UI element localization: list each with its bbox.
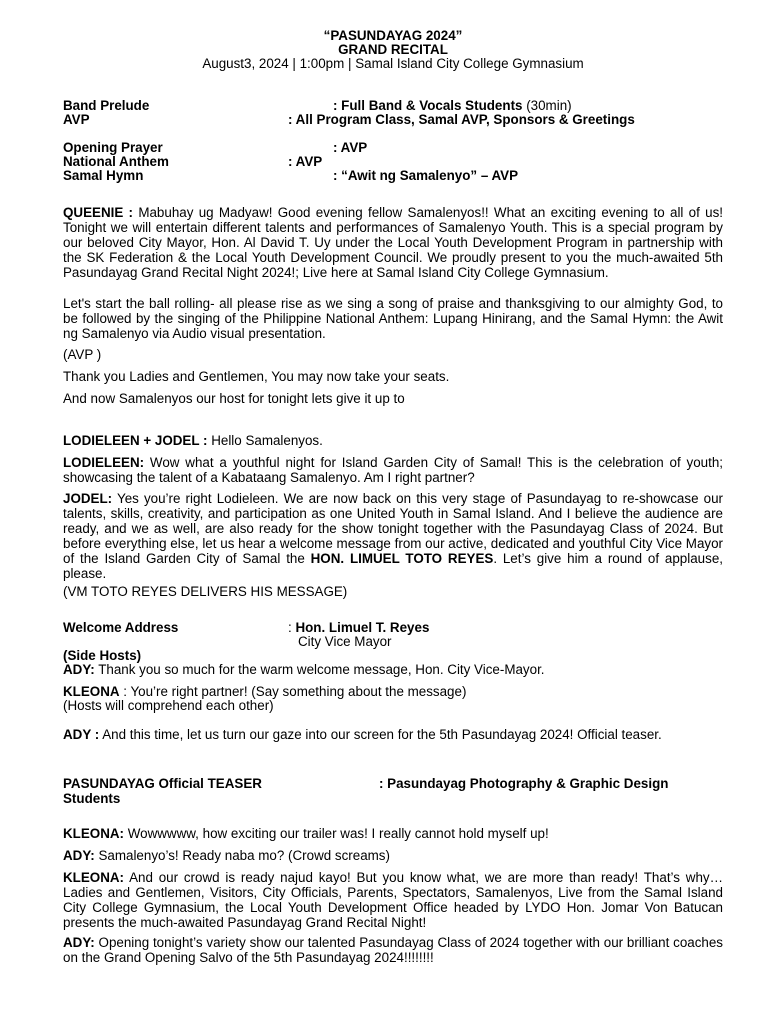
- document-subtitle: GRAND RECITAL: [338, 42, 448, 57]
- ady-thanks-line: ADY: Thank you so much for the warm welcome message, Hon. City Vice-Mayor.: [63, 662, 545, 677]
- avp-note: (AVP ): [63, 347, 102, 362]
- queenie-paragraph: QUEENIE : Mabuhay ug Madyaw! Good evening fellow Samalenyos!! What an exciting evening to all of us! Tonight we will entertain different talents and performances of Samalenyo Youth. This is a special program by our beloved City Mayor, Hon. Al David T. Uy under the Local Youth Development Program in partnership with the SK Federation & the Local Youth Development Council. We proudly present to you the much-awaited 5th Pasundayag Grand Recital Night 2024!; Live here at Samal Island City College Gymnasium.: [63, 205, 724, 280]
- ady-opening-paragraph: ADY: Opening tonight’s variety show our talented Pasundayag Class of 2024 together with our brilliant coaches on the Grand Opening Salvo of the 5th Pasundayag 2024!!!!!!!!: [63, 935, 723, 965]
- event-details: August3, 2024 | 1:00pm | Samal Island City College Gymnasium: [202, 56, 584, 71]
- kleona-trailer-line: KLEONA: Wowwwww, how exciting our trailer was! I really cannot hold myself up!: [63, 826, 549, 841]
- samal-hymn-label: Samal Hymn: [63, 168, 144, 183]
- ady-ready-line: ADY: Samalenyo’s! Ready naba mo? (Crowd screams): [63, 848, 390, 863]
- and-now-line: And now Samalenyos our host for tonight lets give it up to: [63, 391, 405, 406]
- samal-hymn-value: : “Awit ng Samalenyo” – AVP: [333, 168, 519, 183]
- welcome-address-value: : Hon. Limuel T. Reyes: [288, 620, 430, 635]
- jodel-paragraph: JODEL: Yes you’re right Lodieleen. We are now back on this very stage of Pasundayag to re-showcase our talents, skills, creativity, and participation as one United Youth in Samal Island. And I believe the audience are ready, and we as well, are also ready for the show tonight together with the Pasundayag Class of 2024. But before everything else, let us hear a welcome message from our active, dedicated and youthful City Vice Mayor of the Island Garden City of Samal the HON. LIMUEL TOTO REYES. Let’s give him a round of applause, please.: [63, 491, 723, 581]
- lodieleen-paragraph: LODIELEEN: Wow what a youthful night for Island Garden City of Samal! This is the celebration of youth; showcasing the talent of a Kabataang Samalenyo. Am I right partner?: [63, 455, 723, 485]
- welcome-address-label: Welcome Address: [63, 620, 179, 635]
- band-prelude-value: : Full Band & Vocals Students (30min): [333, 98, 572, 113]
- vm-note: (VM TOTO REYES DELIVERS HIS MESSAGE): [63, 584, 348, 599]
- kleona-partner-note: (Hosts will comprehend each other): [63, 698, 274, 713]
- document-title: “PASUNDAYAG 2024”: [323, 28, 463, 43]
- lodieleen-jodel-line: LODIELEEN + JODEL : Hello Samalenyos.: [63, 433, 323, 448]
- national-anthem-label: National Anthem: [63, 154, 169, 169]
- teaser-value: : Pasundayag Photography & Graphic Design: [379, 776, 669, 791]
- kleona-crowd-paragraph: KLEONA: And our crowd is ready najud kayo! But you know what, we are more than ready! That’s why… Ladies and Gentlemen, Visitors, City Officials, Parents, Spectators, Samalenyos, Live from the Samal Island City College Gymnasium, the Local Youth Development Office headed by LYDO Hon. Jomar Von Batucan presents the much-awaited Pasundayag Grand Recital Night!: [63, 870, 723, 930]
- avp-label: AVP: [63, 112, 90, 127]
- ady-teaser-paragraph: ADY : And this time, let us turn our gaze into our screen for the 5th Pasundayag 2024! Official teaser.: [63, 727, 662, 742]
- avp-value: : All Program Class, Samal AVP, Sponsors & Greetings: [288, 112, 635, 127]
- kleona-partner-line: KLEONA : You’re right partner! (Say something about the message): [63, 684, 467, 699]
- opening-prayer-value: : AVP: [333, 140, 368, 155]
- thank-you-line: Thank you Ladies and Gentlemen, You may now take your seats.: [63, 369, 450, 384]
- lets-start-paragraph: Let's start the ball rolling- all please rise as we sing a song of praise and thanksgiving to our almighty God, to be followed by the singing of the Philippine National Anthem: Lupang Hinirang, and the Samal Hymn: the Awit ng Samalenyo via Audio visual presentation.: [63, 296, 723, 341]
- band-prelude-label: Band Prelude: [63, 98, 150, 113]
- national-anthem-value: : AVP: [288, 154, 323, 169]
- side-hosts-label: (Side Hosts): [63, 648, 142, 663]
- teaser-label: PASUNDAYAG Official TEASER: [63, 776, 262, 791]
- opening-prayer-label: Opening Prayer: [63, 140, 163, 155]
- teaser-value-continued: Students: [63, 791, 121, 806]
- welcome-address-title: City Vice Mayor: [298, 634, 392, 649]
